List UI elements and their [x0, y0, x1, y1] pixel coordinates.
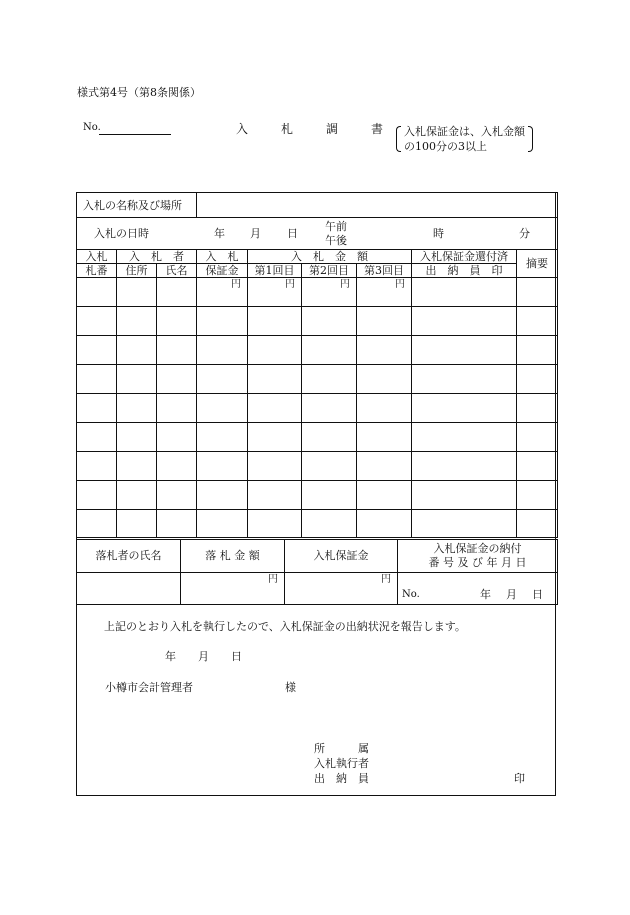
table-cell[interactable]: [517, 452, 558, 481]
honorific: 様: [285, 681, 296, 694]
yen-unit[interactable]: 円: [248, 278, 302, 307]
affiliation-label: 所 属: [314, 742, 369, 755]
document-title: [236, 120, 383, 137]
table-row: [77, 307, 558, 336]
table-cell[interactable]: [412, 481, 517, 510]
col-return-bottom: 出 納 員 印: [412, 264, 517, 278]
table-cell[interactable]: [197, 423, 248, 452]
payment-no-label: No.: [402, 589, 420, 600]
table-cell[interactable]: [248, 423, 302, 452]
winner-name-field[interactable]: [77, 573, 181, 605]
bid-datetime-label: 入札の日時: [94, 227, 149, 240]
minute-label: 分: [519, 227, 530, 240]
deposit-payment-label: [398, 540, 558, 573]
deposit-payment-line1: 入札保証金の納付: [433, 542, 522, 555]
col-round-3: 第3回目: [357, 264, 412, 278]
table-cell[interactable]: [117, 452, 157, 481]
table-row: [77, 423, 558, 452]
yen-unit[interactable]: 円: [197, 278, 248, 307]
table-cell[interactable]: [248, 365, 302, 394]
table-cell[interactable]: [357, 307, 412, 336]
table-cell[interactable]: [197, 336, 248, 365]
table-cell[interactable]: [517, 423, 558, 452]
payment-year-label: 年: [480, 588, 491, 601]
table-cell[interactable]: [157, 365, 197, 394]
table-cell[interactable]: [157, 336, 197, 365]
col-remarks: 摘要: [517, 250, 558, 278]
am-label: 午前: [325, 220, 347, 233]
table-cell[interactable]: [77, 365, 117, 394]
report-date: [165, 648, 242, 664]
table-cell[interactable]: [412, 510, 517, 538]
col-bid-no-bottom: 札番: [77, 264, 117, 278]
table-cell[interactable]: [357, 365, 412, 394]
table-row: [77, 452, 558, 481]
col-name: 氏名: [157, 264, 197, 278]
title-char: 書: [371, 122, 384, 136]
table-cell[interactable]: [197, 307, 248, 336]
payment-day-label: 日: [532, 588, 543, 601]
report-statement: 上記のとおり入札を執行したので、入札保証金の出納状況を報告します。: [104, 620, 466, 633]
table-cell[interactable]: [157, 394, 197, 423]
winner-name-label: 落札者の氏名: [77, 540, 181, 573]
executor-label: 入札執行者: [314, 757, 369, 770]
table-row: [77, 394, 558, 423]
table-cell[interactable]: [157, 452, 197, 481]
date-month-label: 月: [250, 227, 261, 240]
table-cell[interactable]: [77, 423, 117, 452]
table-cell[interactable]: [517, 278, 558, 307]
report-year-label: 年: [165, 650, 176, 663]
table-cell[interactable]: [517, 510, 558, 538]
seal-mark: 印: [514, 772, 525, 785]
table-cell[interactable]: [517, 336, 558, 365]
table-row: [77, 365, 558, 394]
deposit-note-line2: の100分の3以上: [404, 140, 487, 153]
report-month-label: 月: [198, 650, 209, 663]
table-cell[interactable]: [357, 452, 412, 481]
table-cell[interactable]: [412, 423, 517, 452]
table-cell[interactable]: [197, 394, 248, 423]
col-return-top: 入札保証金還付済: [412, 250, 517, 264]
winning-amount-label: 落 札 金 額: [181, 540, 285, 573]
table-cell[interactable]: [412, 278, 517, 307]
table-cell[interactable]: [157, 278, 197, 307]
bid-name-label: 入札の名称及び場所: [77, 193, 197, 218]
table-cell[interactable]: [77, 452, 117, 481]
table-cell[interactable]: [517, 365, 558, 394]
deposit-payment-field[interactable]: [398, 573, 558, 605]
bid-datetime-row: [77, 218, 558, 250]
col-address: 住所: [117, 264, 157, 278]
table-cell[interactable]: [248, 394, 302, 423]
table-cell[interactable]: [248, 452, 302, 481]
table-cell[interactable]: [157, 510, 197, 538]
table-row: [77, 278, 558, 307]
deposit-payment-line2: 番 号 及 び 年 月 日: [428, 556, 527, 569]
col-deposit-top: 入 札: [197, 250, 248, 264]
table-row: [77, 510, 558, 538]
table-cell[interactable]: [157, 481, 197, 510]
document-number-label: No.: [83, 122, 101, 133]
table-cell[interactable]: [77, 278, 117, 307]
table-cell[interactable]: [77, 336, 117, 365]
table-cell[interactable]: [302, 394, 357, 423]
table-cell[interactable]: [357, 336, 412, 365]
table-cell[interactable]: [357, 510, 412, 538]
table-cell[interactable]: [517, 394, 558, 423]
title-char: 調: [326, 122, 339, 136]
yen-unit[interactable]: 円: [357, 278, 412, 307]
table-cell[interactable]: [117, 394, 157, 423]
table-cell[interactable]: [248, 336, 302, 365]
col-round-1: 第1回目: [248, 264, 302, 278]
bid-table: [76, 192, 558, 538]
table-cell[interactable]: [302, 423, 357, 452]
table-cell[interactable]: [248, 481, 302, 510]
table-cell[interactable]: [197, 365, 248, 394]
col-round-2: 第2回目: [302, 264, 357, 278]
table-cell[interactable]: [357, 481, 412, 510]
deposit-note: [396, 124, 533, 154]
table-cell[interactable]: [302, 365, 357, 394]
bid-name-field[interactable]: [197, 193, 558, 218]
deposit-label: 入札保証金: [285, 540, 398, 573]
col-bid-amount: 入 札 金 額: [248, 250, 412, 264]
table-cell[interactable]: [412, 452, 517, 481]
table-cell[interactable]: [248, 307, 302, 336]
table-cell[interactable]: [412, 336, 517, 365]
table-cell[interactable]: [517, 481, 558, 510]
table-cell[interactable]: [412, 307, 517, 336]
deposit-amount-field[interactable]: 円: [285, 573, 398, 605]
cashier-label: 出 納 員: [314, 772, 369, 785]
title-char: 入: [236, 122, 249, 136]
table-cell[interactable]: [117, 510, 157, 538]
table-cell[interactable]: [357, 394, 412, 423]
table-cell[interactable]: [117, 481, 157, 510]
table-cell[interactable]: [197, 510, 248, 538]
deposit-note-line1: 入札保証金は、入札金額: [404, 125, 525, 138]
table-cell[interactable]: [77, 307, 117, 336]
table-cell[interactable]: [248, 510, 302, 538]
table-row: [77, 481, 558, 510]
table-cell[interactable]: [302, 481, 357, 510]
payment-month-label: 月: [506, 588, 517, 601]
table-cell[interactable]: [77, 481, 117, 510]
col-deposit-bottom: 保証金: [197, 264, 248, 278]
table-cell[interactable]: [117, 423, 157, 452]
table-cell[interactable]: [357, 423, 412, 452]
title-char: 札: [281, 122, 294, 136]
table-cell[interactable]: [117, 307, 157, 336]
table-cell[interactable]: [302, 510, 357, 538]
table-cell[interactable]: [302, 307, 357, 336]
table-row: [77, 336, 558, 365]
award-table: [76, 539, 558, 605]
table-cell[interactable]: [117, 365, 157, 394]
form-reference: 様式第4号（第8条関係）: [77, 86, 201, 99]
date-year-label: 年: [214, 227, 225, 240]
pm-label: 午後: [325, 234, 347, 247]
table-cell[interactable]: [77, 510, 117, 538]
table-cell[interactable]: [302, 452, 357, 481]
table-cell[interactable]: [197, 481, 248, 510]
table-cell[interactable]: [517, 307, 558, 336]
col-bid-no-top: 入札: [77, 250, 117, 264]
table-cell[interactable]: [157, 423, 197, 452]
hour-label: 時: [433, 227, 444, 240]
table-cell[interactable]: [412, 365, 517, 394]
table-cell[interactable]: [77, 394, 117, 423]
col-bidder: 入 札 者: [117, 250, 197, 264]
table-cell[interactable]: [412, 394, 517, 423]
addressee: 小樽市会計管理者: [105, 681, 193, 694]
yen-unit[interactable]: 円: [302, 278, 357, 307]
winning-amount-field[interactable]: 円: [181, 573, 285, 605]
table-cell[interactable]: [302, 336, 357, 365]
table-cell[interactable]: [157, 307, 197, 336]
table-cell[interactable]: [117, 336, 157, 365]
table-cell[interactable]: [197, 452, 248, 481]
document-number-line[interactable]: [99, 134, 171, 135]
report-day-label: 日: [231, 650, 242, 663]
table-cell[interactable]: [117, 278, 157, 307]
date-day-label: 日: [287, 227, 298, 240]
